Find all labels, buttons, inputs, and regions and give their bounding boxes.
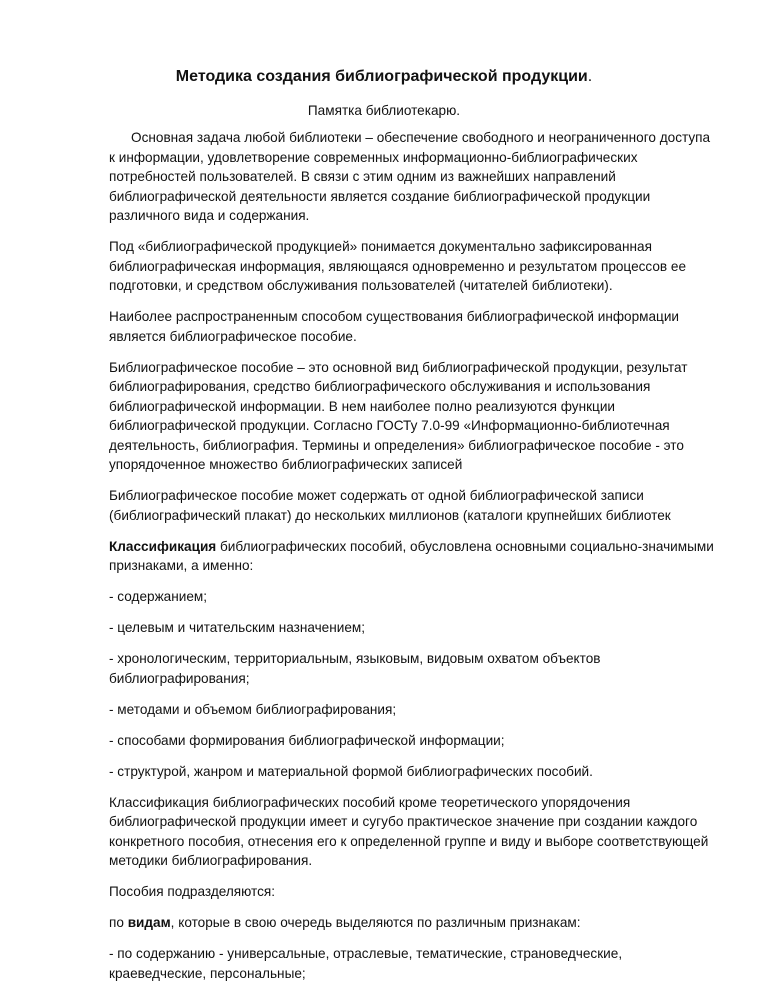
document-subtitle: Памятка библиотекарю. xyxy=(307,103,461,118)
paragraph-subdivision: Пособия подразделяются: xyxy=(109,884,276,899)
paragraph-by-content: - по содержанию - универсальные, отраслевые, тематические, страноведческие, краеведческие, персональные; xyxy=(109,946,623,981)
paragraph-practical-value: Классификация библиографических пособий кроме теоретического упорядочения библиографической продукции имеет и сугубо практическое значение при создании каждого конкретного пособия, отнесения его к определенной группе и виду и выборе соответствующей методики библиографирования. xyxy=(109,794,709,868)
list-item: - методами и объемом библиографирования; xyxy=(109,701,397,717)
list-item: - структурой, жанром и материальной формой библиографических пособий. xyxy=(109,763,593,779)
paragraph-record-count: Библиографическое пособие может содержать от одной библиографической записи (библиографический плакат) до нескольких миллионов (каталоги крупнейших библиотек xyxy=(109,488,671,523)
list-item: - содержанием; xyxy=(109,589,208,604)
by-types-text: , которые в свою очередь выделяются по различным признакам: xyxy=(170,915,581,930)
paragraph-definition: Под «библиографической продукцией» понимается документально зафиксированная библиографическая информация, являющаяся одновременно и результатом процессов ее подготовки, и средством обслуживания пользователей (читателей библиотеки). xyxy=(109,239,687,293)
by-types-prefix: по xyxy=(109,915,128,930)
document-body xyxy=(109,128,719,995)
list-item: - целевым и читательским назначением; xyxy=(109,620,366,635)
list-item: - способами формирования библиографической информации; xyxy=(109,732,505,748)
paragraph-classification xyxy=(109,537,719,576)
types-bold-term: видам xyxy=(127,915,171,930)
classification-bold-term: Классификация xyxy=(109,538,217,554)
paragraph-common-form: Наиболее распространенным способом существования библиографической информации является библиографическое пособие. xyxy=(109,309,680,344)
document-title xyxy=(0,66,768,88)
paragraph-intro: Основная задача любой библиотеки – обеспечение свободного и неограниченного доступа к информации, удовлетворение современных информационно-библиографических потребностей пользователей. В связи с этим одним из важнейших направлений библиографической деятельности является создание библиографической продукции различного вида и содержания. xyxy=(109,130,711,223)
list-item: - хронологическим, территориальным, языковым, видовым охватом объектов библиографирования; xyxy=(109,651,601,686)
classification-text: библиографических пособий, обусловлена основными социально-значимыми признаками, а именно: xyxy=(109,538,714,573)
paragraph-by-types xyxy=(109,913,719,933)
document-title-text: Методика создания библиографической продукции xyxy=(175,68,588,85)
paragraph-bibliographic-aid: Библиографическое пособие – это основной вид библиографической продукции, результат библиографирования, средство библиографического обслуживания и использования библиографической информации. В нем наиболее полно реализуются функции библиографической продукции. Согласно ГОСТу 7.0-99 «Информационно-библиотечная деятельность, библиография. Термины и определения» библиографическое пособие - это упорядоченное множество библиографических записей xyxy=(109,359,688,472)
document-title-period: . xyxy=(587,68,593,85)
